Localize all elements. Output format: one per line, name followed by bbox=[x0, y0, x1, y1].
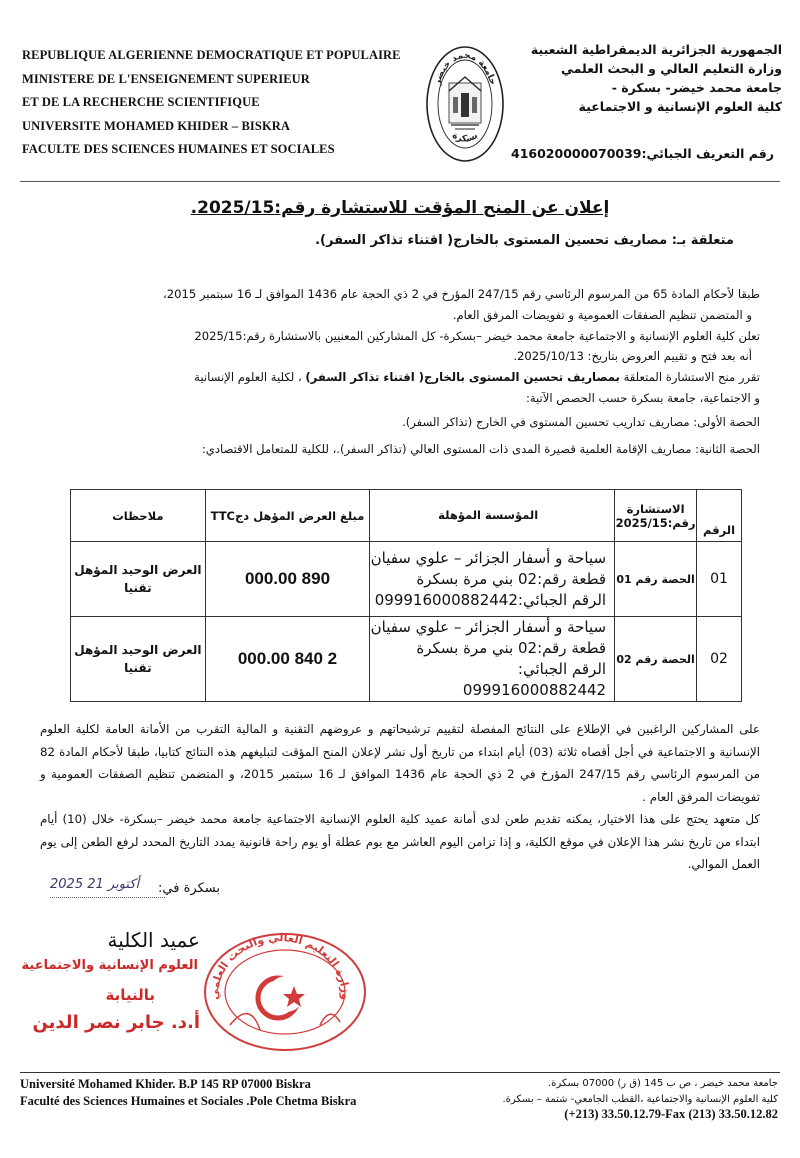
body-line: تعلن كلية العلوم الإنسانية و الاجتماعية جامعة محمد خيضر –بسكرة- كل المشاركين المعنيين بالاستشارة رقم:2025/15 bbox=[194, 328, 760, 343]
place-label: بسكرة في: bbox=[158, 881, 220, 896]
footer-fr-line: Université Mohamed Khider. B.P 145 RP 07000 Biskra bbox=[20, 1077, 311, 1091]
header-lot: الاستشارة رقم:2025/15 bbox=[615, 490, 697, 542]
org-fiscal: الرقم الجبائي: 099916000882442 bbox=[462, 660, 607, 699]
dean-title: عميد الكلية bbox=[107, 928, 200, 952]
table-row bbox=[71, 542, 742, 617]
footer-ar-line: جامعة محمد خيضر ، ص ب 145 (ق ر) 07000 بسكرة. bbox=[548, 1078, 778, 1089]
header-ar-line: كلية العلوم الإنسانية و الاجتماعية bbox=[578, 99, 782, 114]
body-text: ، لكلية العلوم الإنسانية bbox=[194, 370, 306, 385]
header-remarks: ملاحظات bbox=[71, 490, 206, 542]
org-address: قطعة رقم:02 بني مرة بسكرة bbox=[416, 639, 607, 657]
stamp-emblem-icon bbox=[230, 976, 340, 1030]
body-paragraphs bbox=[60, 284, 760, 459]
header-fr-line: ET DE LA RECHERCHE SCIENTIFIQUE bbox=[22, 95, 260, 110]
header-fr-line: UNIVERSITE MOHAMED KHIDER – BISKRA bbox=[22, 118, 291, 133]
footer-french bbox=[20, 1076, 356, 1110]
header-ar-line: وزارة التعليم العالي و البحث العلمي bbox=[560, 61, 782, 76]
date-dotted-line bbox=[50, 897, 165, 898]
logo-bottom-text: بسكرة bbox=[450, 130, 480, 145]
svg-text:بسكرة bbox=[450, 131, 480, 145]
lot2-line: الحصة الثانية: مصاريف الإقامة العلمية قصيرة المدى ذات المستوى العالي (تذاكر السفر).، للكلية للمتعامل الاقتصادي: bbox=[201, 441, 760, 456]
header-french bbox=[22, 44, 422, 162]
org-fiscal: الرقم الجبائي:099916000882442 bbox=[374, 590, 607, 609]
official-stamp bbox=[190, 930, 370, 1055]
header-fr-line: MINISTERE DE L'ENSEIGNEMENT SUPERIEUR bbox=[22, 71, 310, 86]
signature-block bbox=[21, 928, 200, 1048]
row-amount: 2 840 000.00 bbox=[205, 617, 370, 702]
org-name: سياحة و أسفار الجزائر – علوي سفيان bbox=[370, 548, 607, 567]
appeal-paragraph: كل متعهد يحتج على هذا الاختيار، يمكنه تقديم طعن لدى أمانة عميد كلية العلوم الإنسانية الاجتماعية جامعة محمد خيضر –بسكرة- خلال (10) أيام ابتداء من تاريخ نشر هذا الإعلان في موقع الكلية، و إذا تزامن اليوم العاشر مع يوم عطلة أو يوم راحة قانونية يمدد التاريخ المحدد لرفع الطعن إلى يوم العمل الموالي. bbox=[40, 812, 761, 871]
footer-ar-line: كلية العلوم الإنسانية والاجتماعية ،القطب الجامعي- شتمة – بسكرة. bbox=[502, 1093, 778, 1105]
row-number: 01 bbox=[697, 542, 742, 617]
results-paragraph: على المشاركين الراغبين في الإطلاع على النتائج المفصلة لتقييم ترشيحاتهم و عروضهم التقنية و المالية التقرب من الأمانة العامة لكلية العلوم الإنسانية و الاجتماعية في أجل أقصاه ثلاثة (03) أيام ابتداء من تاريخ أول نشر لإعلان المنح المؤقت لتبليغهم هذه النتائج كتابيا، طبقا لأحكام المادة 82 من المرسوم الرئاسي رقم 247/15 المؤرخ في 2 ذي الحجة عام 1436 الموافق لـ 16 سبتمبر 2015، و المتضمن تنظيم الصفقات العمومية و تفويضات المرفق العام . bbox=[40, 722, 761, 804]
row-org bbox=[370, 542, 615, 617]
dean-faculty: العلوم الإنسانية والاجتماعية bbox=[21, 958, 198, 973]
after-paragraphs bbox=[40, 718, 760, 876]
row-org bbox=[370, 617, 615, 702]
body-text: تقرر منح الاستشارة المتعلقة bbox=[619, 370, 760, 385]
lots-table bbox=[70, 489, 742, 702]
header-arabic bbox=[462, 40, 782, 116]
body-line: أنه بعد فتح و تقييم العروض بتاريخ: 2025/10/13. bbox=[513, 349, 752, 364]
header-ar-line: الجمهورية الجزائرية الديمقراطية الشعبية bbox=[530, 42, 782, 57]
row-remarks: العرض الوحيد المؤهل تقنيا bbox=[71, 617, 206, 702]
stamp-text: وزارة التعليم العالي والبحث العلمي bbox=[207, 930, 353, 1001]
row-lot: الحصة رقم 02 bbox=[615, 617, 697, 702]
dean-name: أ.د. جابر نصر الدين bbox=[32, 1012, 200, 1033]
footer-phone: (+213) 33.50.12.79-Fax (213) 33.50.12.82 bbox=[564, 1107, 778, 1121]
body-line: و المتضمن تنظيم الصفقات العمومية و تفويضات المرفق العام. bbox=[452, 307, 752, 322]
logo-top-text: جامعة محمد خيضر bbox=[432, 50, 498, 87]
handwritten-date: 2025 أكتوبر 21 bbox=[50, 877, 140, 892]
footer-arabic bbox=[502, 1076, 778, 1123]
header-divider bbox=[20, 181, 780, 182]
table-row bbox=[71, 617, 742, 702]
body-bold-text: بمصاريف تحسين المستوى بالخارج( اقتناء تذاكر السفر) bbox=[305, 370, 620, 385]
footer-fr-line: Faculté des Sciences Humaines et Sociales .Pole Chetma Biskra bbox=[20, 1094, 357, 1108]
table-header-row bbox=[71, 490, 742, 542]
header-fr-line: FACULTE DES SCIENCES HUMAINES ET SOCIALES bbox=[22, 142, 335, 157]
row-amount: 890 000.00 bbox=[205, 542, 370, 617]
header-fr-line: REPUBLIQUE ALGERIENNE DEMOCRATIQUE ET POPULAIRE bbox=[22, 48, 401, 62]
body-line: طبقا لأحكام المادة 65 من المرسوم الرئاسي رقم 247/15 المؤرخ في 2 ذي الحجة عام 1436 الموافق لـ 16 سبتمبر 2015، bbox=[162, 287, 760, 301]
body-line: و الاجتماعية، جامعة بسكرة حسب الحصص الآتية: bbox=[525, 390, 760, 405]
header-org: المؤسسة المؤهلة bbox=[370, 490, 615, 542]
announcement-title: إعلان عن المنح المؤقت للاستشارة رقم:2025/15. bbox=[190, 198, 610, 218]
row-number: 02 bbox=[697, 617, 742, 702]
row-lot: الحصة رقم 01 bbox=[615, 542, 697, 617]
row-remarks: العرض الوحيد المؤهل تقنيا bbox=[71, 542, 206, 617]
lot1-line: الحصة الأولى: مصاريف تداريب تحسين المستوى في الخارج (تذاكر السفر). bbox=[402, 414, 760, 429]
org-name: سياحة و أسفار الجزائر – علوي سفيان bbox=[370, 618, 607, 636]
fiscal-id: رقم التعريف الجبائي:416020000070039 bbox=[511, 146, 774, 161]
header-ar-line: جامعة محمد خيضر- بسكرة - bbox=[611, 80, 782, 95]
body-line bbox=[60, 367, 760, 388]
place-date bbox=[50, 879, 220, 903]
header-number: الرقم bbox=[697, 490, 742, 542]
org-address: قطعة رقم:02 بني مرة بسكرة bbox=[416, 569, 607, 588]
dean-proxy: بالنيابة bbox=[105, 986, 155, 1004]
announcement-subtitle: متعلقة بـ: مصاريف تحسين المستوى بالخارج( اقتناء تذاكر السفر). bbox=[315, 233, 734, 248]
header-amount: مبلغ العرض المؤهل دجTTC bbox=[205, 490, 370, 542]
footer-divider bbox=[20, 1072, 780, 1073]
